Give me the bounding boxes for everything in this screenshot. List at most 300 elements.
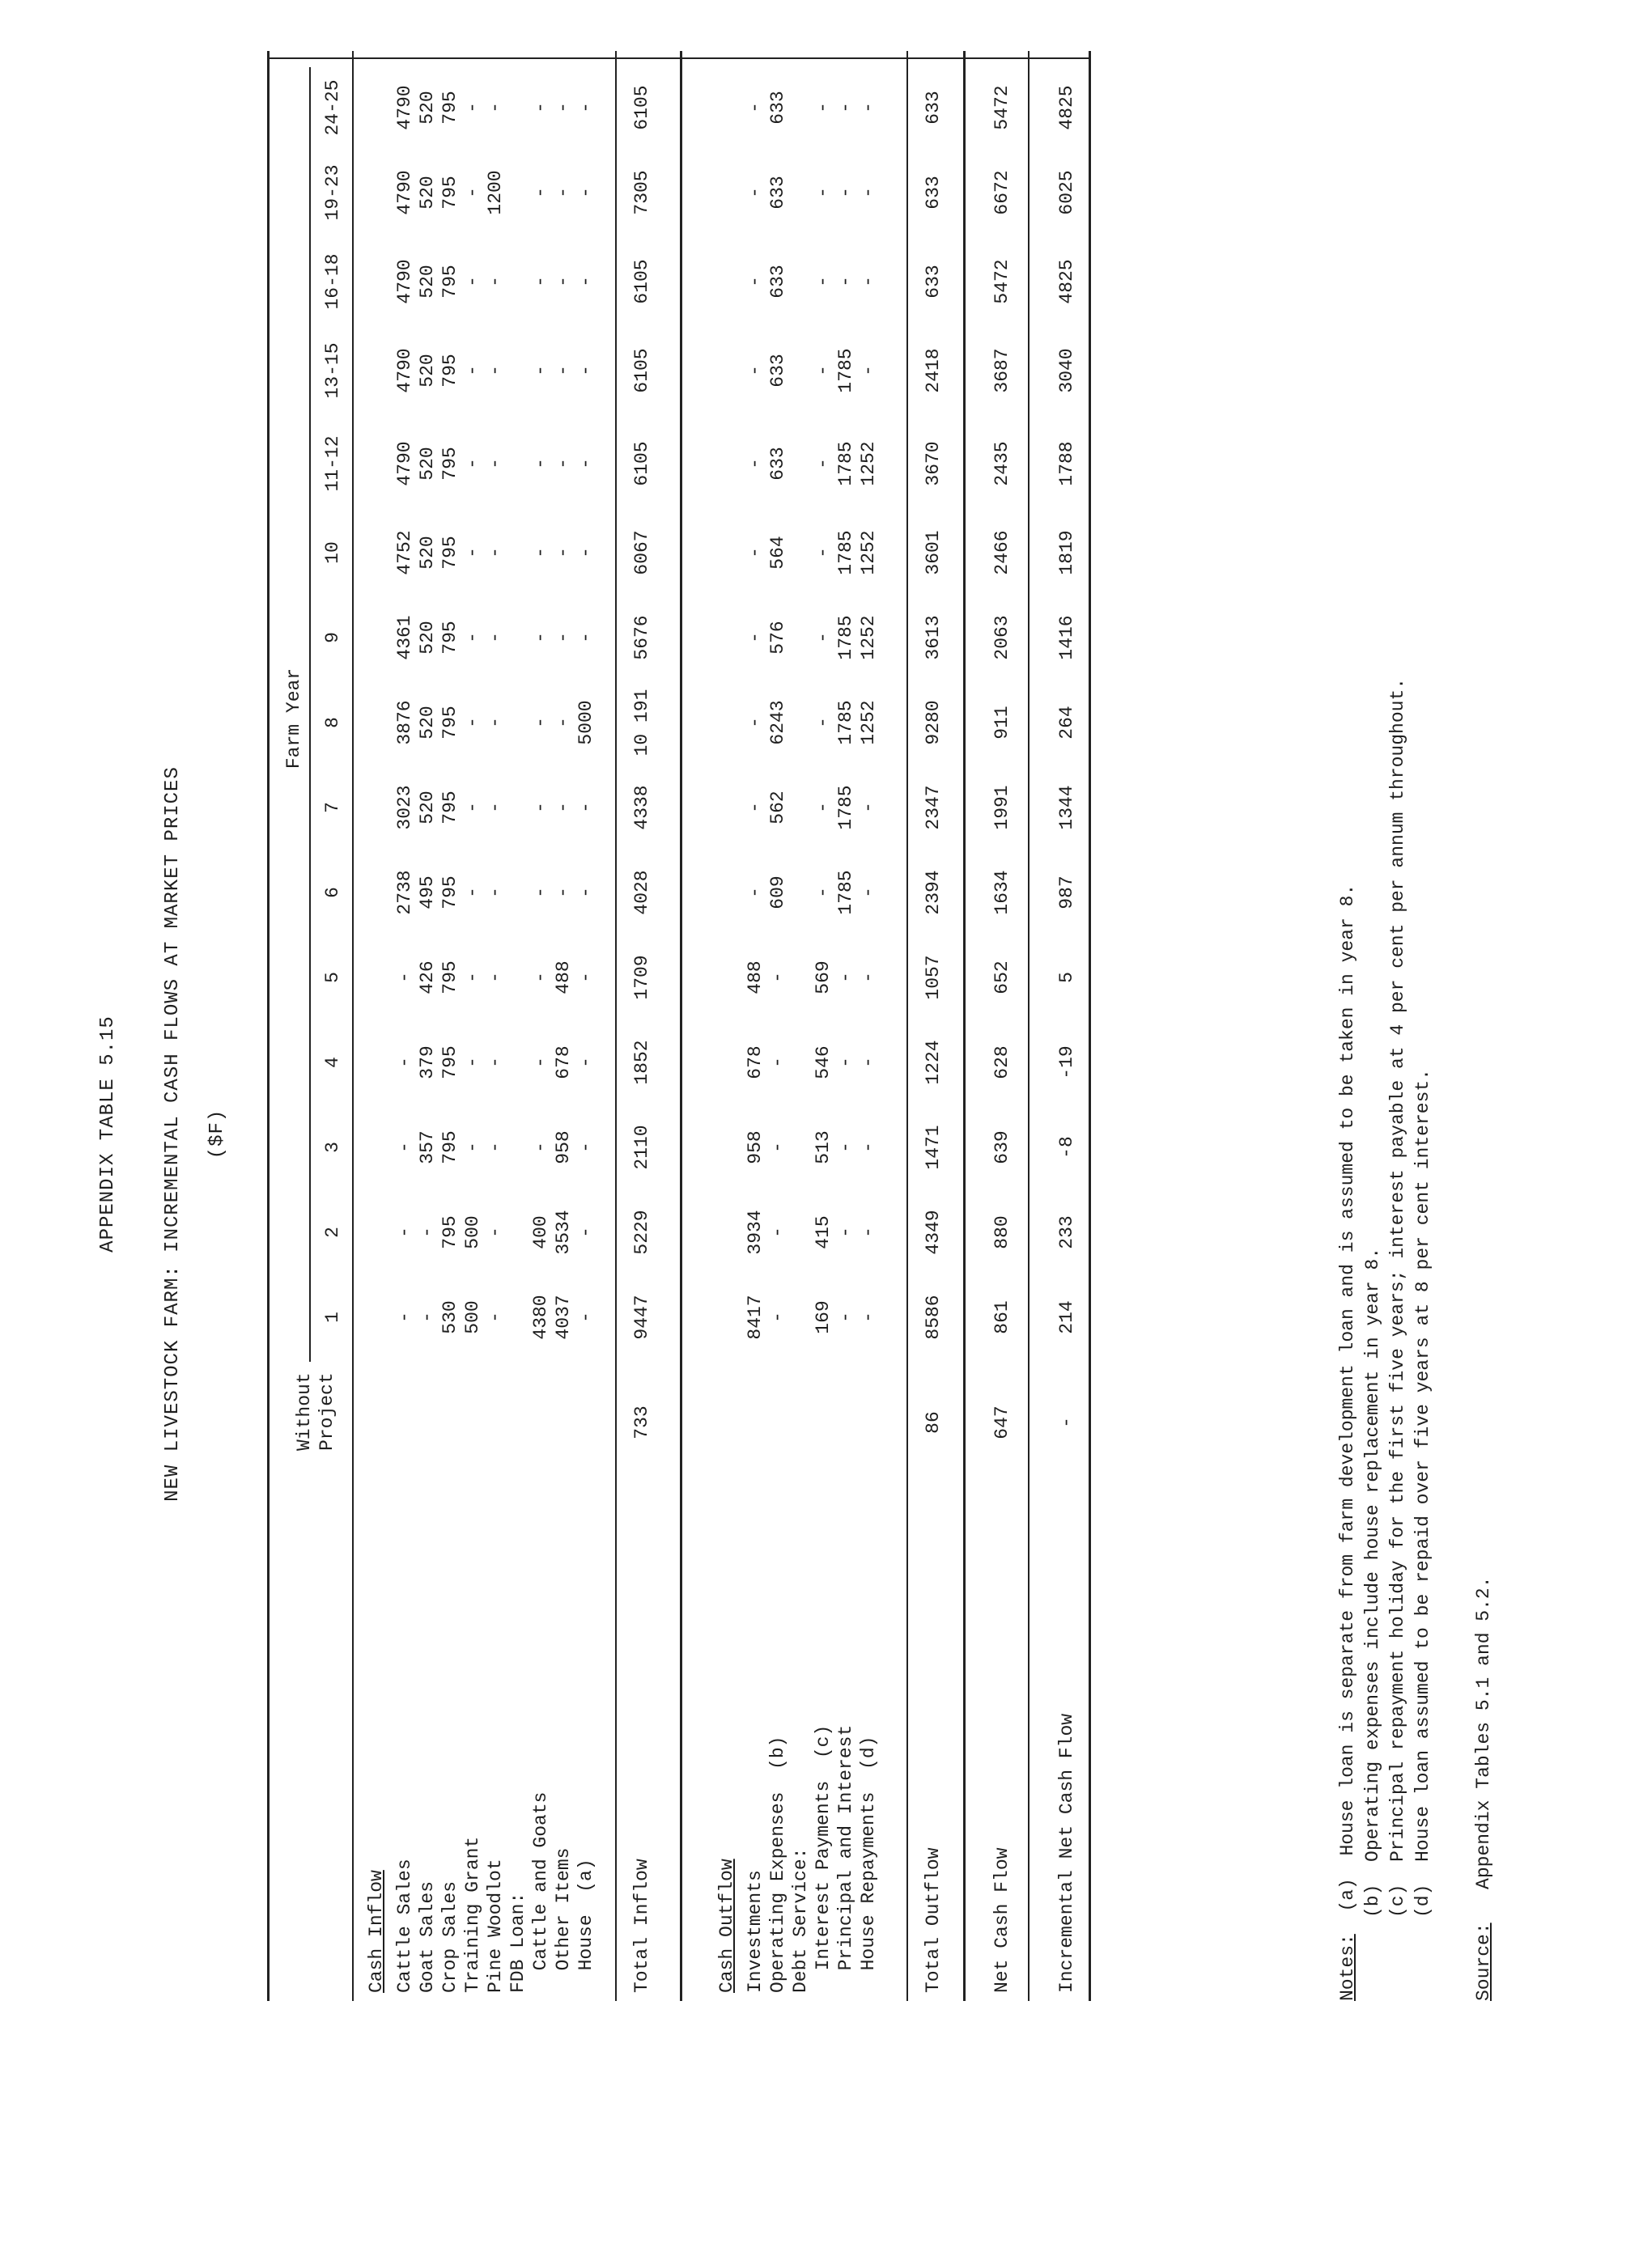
- table-cell: -: [575, 365, 596, 376]
- note-c: (c) Principal repayment holiday for the first five years; interest payable at 4 per cent per annum throughout.: [1387, 677, 1408, 1918]
- table-cell: -: [858, 972, 879, 983]
- table-cell: -: [530, 187, 551, 198]
- table-cell: 652: [991, 960, 1013, 994]
- table-cell: -: [485, 887, 506, 898]
- table-cell: -: [553, 802, 574, 813]
- table-cell: -: [485, 1057, 506, 1068]
- table-cell: -: [575, 632, 596, 643]
- table-cell: -: [813, 187, 834, 198]
- table-rule: [1089, 51, 1091, 2001]
- table-cell: -: [485, 458, 506, 469]
- table-cell: -: [530, 102, 551, 113]
- table-cell: -: [462, 547, 483, 558]
- table-cell: -: [530, 365, 551, 376]
- table-cell: 987: [1056, 875, 1077, 909]
- table-row: [417, 51, 441, 2001]
- table-cell: -: [575, 1312, 596, 1323]
- table-cell: 633: [767, 176, 788, 210]
- table-cell: 576: [767, 621, 788, 655]
- table-cell: 520: [417, 265, 438, 299]
- table-title: NEW LIVESTOCK FARM: INCREMENTAL CASH FLOWS AT MARKET PRICES: [162, 766, 184, 1502]
- table-cell: -: [858, 887, 879, 898]
- table-cell: -: [1056, 1417, 1077, 1428]
- table-cell: 633: [923, 265, 944, 299]
- table-cell: 1057: [923, 955, 944, 1000]
- table-cell: 9447: [631, 1295, 652, 1340]
- table-cell: -: [485, 802, 506, 813]
- table-units: ($F): [206, 1109, 228, 1159]
- table-cell: 564: [767, 536, 788, 570]
- table-cell: -: [745, 365, 766, 376]
- table-cell: 4790: [394, 85, 415, 130]
- table-cell: -19: [1056, 1045, 1077, 1079]
- table-cell: -: [485, 365, 506, 376]
- farm-year-header: Farm Year: [283, 668, 304, 769]
- table-cell: 4037: [553, 1295, 574, 1340]
- table-rule: [906, 51, 908, 2001]
- table-cell: -: [858, 1227, 879, 1238]
- table-row: [439, 51, 464, 2001]
- table-cell: -: [767, 1227, 788, 1238]
- table-cell: -: [394, 1227, 415, 1238]
- table-cell: -: [745, 887, 766, 898]
- table-cell: 1852: [631, 1040, 652, 1085]
- note-d: (d) House loan assumed to be repaid over five years at 8 per cent interest.: [1412, 1069, 1433, 1918]
- table-cell: -: [745, 187, 766, 198]
- row-label: Other Items: [553, 1847, 574, 1993]
- table-cell: -: [553, 632, 574, 643]
- table-cell: -: [553, 547, 574, 558]
- table-cell: 4790: [394, 259, 415, 304]
- table-cell: 1785: [835, 441, 856, 486]
- table-cell: -: [575, 802, 596, 813]
- table-cell: -: [462, 187, 483, 198]
- table-cell: 4349: [923, 1210, 944, 1255]
- table-cell: -: [767, 1312, 788, 1323]
- cash-outflow-title-row: [716, 51, 741, 2001]
- table-rule: [680, 51, 682, 2001]
- table-cell: -: [858, 1057, 879, 1068]
- table-cell: -: [485, 1227, 506, 1238]
- table-cell: 633: [767, 354, 788, 388]
- table-cell: 520: [417, 621, 438, 655]
- table-cell: -: [485, 102, 506, 113]
- table-cell: 6025: [1056, 170, 1077, 215]
- table-cell: 1788: [1056, 441, 1077, 486]
- table-cell: 733: [631, 1405, 652, 1439]
- table-cell: 795: [439, 1130, 461, 1164]
- table-cell: -: [813, 802, 834, 813]
- table-cell: 795: [439, 265, 461, 299]
- table-cell: 678: [553, 1045, 574, 1079]
- table-cell: -: [813, 276, 834, 287]
- table-cell: -: [745, 276, 766, 287]
- table-cell: 10 191: [631, 689, 652, 757]
- row-label: Total Outflow: [923, 1847, 944, 1993]
- table-cell: -: [394, 972, 415, 983]
- table-cell: 4825: [1056, 85, 1077, 130]
- table-cell: 647: [991, 1405, 1013, 1439]
- table-cell: 4790: [394, 348, 415, 393]
- table-cell: 520: [417, 354, 438, 388]
- table-cell: -: [835, 1312, 856, 1323]
- table-cell: -: [462, 102, 483, 113]
- without-project-line1: Without: [294, 1372, 315, 1451]
- table-row: [1056, 51, 1080, 2001]
- table-cell: -: [858, 276, 879, 287]
- row-label: FDB Loan:: [507, 1892, 529, 1993]
- table-cell: 633: [767, 265, 788, 299]
- table-cell: -: [485, 632, 506, 643]
- table-cell: 639: [991, 1130, 1013, 1164]
- without-project-line2: Project: [316, 1372, 338, 1451]
- table-cell: 6105: [631, 85, 652, 130]
- table-cell: 633: [767, 447, 788, 481]
- table-cell: 379: [417, 1045, 438, 1079]
- table-cell: 4790: [394, 170, 415, 215]
- table-cell: -: [835, 276, 856, 287]
- table-cell: -: [530, 276, 551, 287]
- year-header: 11-12: [322, 435, 343, 492]
- table-cell: 520: [417, 176, 438, 210]
- table-cell: 861: [991, 1300, 1013, 1334]
- table-cell: -: [462, 365, 483, 376]
- table-cell: -: [813, 632, 834, 643]
- table-cell: 5: [1056, 972, 1077, 983]
- table-cell: 5472: [991, 85, 1013, 130]
- table-cell: -: [813, 102, 834, 113]
- table-cell: -8: [1056, 1136, 1077, 1159]
- table-cell: 4825: [1056, 259, 1077, 304]
- table-cell: 1785: [835, 348, 856, 393]
- table-cell: -: [767, 1057, 788, 1068]
- table-cell: -: [813, 547, 834, 558]
- table-cell: -: [485, 276, 506, 287]
- row-label: Goat Sales: [417, 1880, 438, 1993]
- table-cell: -: [462, 1057, 483, 1068]
- table-cell: -: [575, 972, 596, 983]
- table-cell: 1991: [991, 785, 1013, 830]
- table-row: [745, 51, 769, 2001]
- table-cell: -: [530, 458, 551, 469]
- table-cell: -: [575, 887, 596, 898]
- table-cell: -: [530, 972, 551, 983]
- table-cell: 2435: [991, 441, 1013, 486]
- row-label: Cattle and Goats: [530, 1791, 551, 1993]
- row-label: Interest Payments (c): [813, 1724, 834, 1993]
- table-cell: 500: [462, 1300, 483, 1334]
- table-cell: -: [575, 1057, 596, 1068]
- table-cell: 1416: [1056, 615, 1077, 660]
- table-cell: 2418: [923, 348, 944, 393]
- table-cell: 795: [439, 791, 461, 825]
- table-cell: 795: [439, 706, 461, 740]
- table-cell: -: [745, 102, 766, 113]
- table-cell: -: [745, 547, 766, 558]
- table-cell: 911: [991, 706, 1013, 740]
- table-cell: 3613: [923, 615, 944, 660]
- table-cell: -: [485, 717, 506, 728]
- table-cell: 6067: [631, 530, 652, 575]
- table-cell: 400: [530, 1215, 551, 1249]
- row-label: Cattle Sales: [394, 1859, 415, 1993]
- table-cell: 415: [813, 1215, 834, 1249]
- table-cell: 169: [813, 1300, 834, 1334]
- table-cell: 2394: [923, 870, 944, 915]
- table-cell: 569: [813, 960, 834, 994]
- table-cell: 6105: [631, 259, 652, 304]
- table-cell: -: [462, 887, 483, 898]
- table-cell: -: [462, 717, 483, 728]
- table-cell: -: [530, 547, 551, 558]
- table-cell: 495: [417, 875, 438, 909]
- table-cell: 500: [462, 1215, 483, 1249]
- table-cell: 609: [767, 875, 788, 909]
- table-cell: 3934: [745, 1210, 766, 1255]
- table-cell: 233: [1056, 1215, 1077, 1249]
- table-cell: 1785: [835, 530, 856, 575]
- table-cell: -: [835, 972, 856, 983]
- year-header: 1: [322, 1312, 343, 1323]
- table-cell: 795: [439, 1045, 461, 1079]
- table-cell: -: [745, 802, 766, 813]
- table-number: APPENDIX TABLE 5.15: [97, 1015, 119, 1253]
- table-cell: -: [835, 187, 856, 198]
- table-cell: 426: [417, 960, 438, 994]
- year-header: 19-23: [322, 164, 343, 221]
- table-cell: 1252: [858, 615, 879, 660]
- table-row: [790, 51, 814, 2001]
- table-row: [813, 51, 837, 2001]
- table-cell: -: [767, 1142, 788, 1153]
- table-cell: 1224: [923, 1040, 944, 1085]
- table-cell: 633: [767, 91, 788, 125]
- table-cell: 2738: [394, 870, 415, 915]
- table-top-rule: [267, 51, 270, 2001]
- table-cell: 795: [439, 447, 461, 481]
- table-cell: 6105: [631, 441, 652, 486]
- year-header: 16-18: [322, 253, 343, 310]
- table-cell: 3601: [923, 530, 944, 575]
- row-label: Crop Sales: [439, 1880, 461, 1993]
- table-cell: -: [417, 1227, 438, 1238]
- table-cell: 3670: [923, 441, 944, 486]
- table-cell: -: [575, 1227, 596, 1238]
- table-cell: 214: [1056, 1300, 1077, 1334]
- table-row: [394, 51, 418, 2001]
- table-cell: 7305: [631, 170, 652, 215]
- table-cell: 520: [417, 536, 438, 570]
- row-label: Principal and Interest: [835, 1724, 856, 1993]
- table-row: [462, 51, 486, 2001]
- table-cell: -: [835, 1227, 856, 1238]
- table-cell: 958: [553, 1130, 574, 1164]
- table-cell: 795: [439, 176, 461, 210]
- year-header: 8: [322, 717, 343, 728]
- table-row: [767, 51, 792, 2001]
- table-cell: -: [858, 1312, 879, 1323]
- source-line: [1473, 1576, 1494, 2001]
- table-cell: 513: [813, 1130, 834, 1164]
- table-cell: 520: [417, 706, 438, 740]
- table-cell: 6105: [631, 348, 652, 393]
- year-header: 2: [322, 1227, 343, 1238]
- table-cell: -: [462, 802, 483, 813]
- table-row: [835, 51, 860, 2001]
- table-cell: -: [575, 458, 596, 469]
- table-cell: 2063: [991, 615, 1013, 660]
- table-rule: [615, 51, 617, 2001]
- table-cell: 795: [439, 875, 461, 909]
- table-cell: 530: [439, 1300, 461, 1334]
- notes-heading-line: [1335, 678, 1361, 2001]
- year-header: 4: [322, 1057, 343, 1068]
- table-cell: -: [462, 972, 483, 983]
- table-cell: -: [530, 1142, 551, 1153]
- table-cell: 5000: [575, 700, 596, 745]
- table-cell: -: [813, 365, 834, 376]
- table-cell: -: [394, 1142, 415, 1153]
- table-cell: 520: [417, 91, 438, 125]
- row-label: Debt Service:: [790, 1847, 811, 1993]
- table-cell: 1252: [858, 441, 879, 486]
- year-header: 3: [322, 1142, 343, 1153]
- table-cell: 4361: [394, 615, 415, 660]
- table-cell: -: [530, 1057, 551, 1068]
- row-label: Pine Woodlot: [485, 1859, 506, 1993]
- farm-year-rule: [309, 67, 311, 1362]
- table-cell: -: [745, 632, 766, 643]
- table-cell: -: [553, 887, 574, 898]
- table-cell: -: [767, 972, 788, 983]
- table-row: [923, 51, 947, 2001]
- table-cell: -: [553, 365, 574, 376]
- source-text: Appendix Tables 5.1 and 5.2.: [1473, 1576, 1494, 1889]
- table-cell: 5676: [631, 615, 652, 660]
- table-cell: 4028: [631, 870, 652, 915]
- row-label: Incremental Net Cash Flow: [1056, 1713, 1077, 1993]
- table-cell: -: [813, 887, 834, 898]
- table-cell: 1252: [858, 530, 879, 575]
- year-header: 5: [322, 972, 343, 983]
- row-label: Investments: [745, 1870, 766, 1993]
- table-cell: 1785: [835, 700, 856, 745]
- without-project-header: [293, 1372, 338, 1451]
- table-cell: 795: [439, 91, 461, 125]
- table-cell: -: [745, 458, 766, 469]
- cash-inflow-title: Cash Inflow: [366, 1870, 387, 1993]
- notes-block: [1335, 678, 1436, 2001]
- table-cell: -: [858, 187, 879, 198]
- table-cell: -: [553, 717, 574, 728]
- notes-heading: Notes:: [1337, 1934, 1358, 2001]
- table-cell: -: [462, 276, 483, 287]
- table-row: [507, 51, 532, 2001]
- table-cell: 520: [417, 447, 438, 481]
- table-cell: -: [394, 1312, 415, 1323]
- table-cell: -: [485, 1312, 506, 1323]
- table-row: [553, 51, 577, 2001]
- table-cell: -: [462, 458, 483, 469]
- table-row: [858, 51, 882, 2001]
- table-cell: 795: [439, 1215, 461, 1249]
- table-cell: 86: [923, 1411, 944, 1434]
- table-cell: 795: [439, 960, 461, 994]
- table-cell: -: [530, 632, 551, 643]
- table-cell: -: [417, 1312, 438, 1323]
- table-cell: 3876: [394, 700, 415, 745]
- year-header: 24-25: [322, 79, 343, 136]
- table-cell: -: [858, 365, 879, 376]
- source-heading: Source:: [1473, 1923, 1494, 2001]
- table-cell: -: [553, 102, 574, 113]
- table-cell: 3040: [1056, 348, 1077, 393]
- table-cell: 1200: [485, 170, 506, 215]
- table-cell: -: [575, 1142, 596, 1153]
- row-label: House Repayments (d): [858, 1736, 879, 1993]
- table-cell: -: [575, 547, 596, 558]
- table-cell: -: [462, 632, 483, 643]
- table-cell: 1785: [835, 870, 856, 915]
- table-cell: 488: [745, 960, 766, 994]
- table-cell: 9280: [923, 700, 944, 745]
- table-cell: -: [553, 458, 574, 469]
- table-cell: -: [575, 276, 596, 287]
- table-cell: 795: [439, 621, 461, 655]
- row-label: Operating Expenses (b): [767, 1736, 788, 1993]
- table-cell: -: [575, 102, 596, 113]
- table-cell: 6243: [767, 700, 788, 745]
- table-cell: 5229: [631, 1210, 652, 1255]
- table-cell: -: [485, 547, 506, 558]
- cash-inflow-title-row: [366, 51, 390, 2001]
- year-header: 6: [322, 887, 343, 898]
- table-cell: -: [530, 887, 551, 898]
- table-cell: 2347: [923, 785, 944, 830]
- row-label: Net Cash Flow: [991, 1847, 1013, 1993]
- table-cell: 3687: [991, 348, 1013, 393]
- header-bottom-rule: [352, 51, 354, 2001]
- table-cell: -: [485, 972, 506, 983]
- table-cell: 2466: [991, 530, 1013, 575]
- year-header: 13-15: [322, 342, 343, 399]
- table-cell: -: [813, 458, 834, 469]
- table-cell: -: [835, 1142, 856, 1153]
- table-cell: -: [835, 102, 856, 113]
- note-a: (a) House loan is separate from farm development loan and is assumed to be taken in year 8.: [1337, 884, 1358, 1912]
- table-cell: 633: [923, 91, 944, 125]
- table-cell: 4338: [631, 785, 652, 830]
- table-cell: 488: [553, 960, 574, 994]
- table-cell: 4380: [530, 1295, 551, 1340]
- table-cell: 1471: [923, 1125, 944, 1170]
- table-cell: 795: [439, 536, 461, 570]
- table-cell: 1785: [835, 785, 856, 830]
- table-cell: 6672: [991, 170, 1013, 215]
- table-rule: [1028, 51, 1030, 2001]
- table-cell: -: [530, 717, 551, 728]
- table-cell: 1634: [991, 870, 1013, 915]
- table-cell: -: [462, 1142, 483, 1153]
- cash-outflow-title: Cash Outflow: [716, 1859, 737, 1993]
- table-cell: -: [394, 1057, 415, 1068]
- table-row: [575, 51, 600, 2001]
- table-cell: -: [858, 102, 879, 113]
- table-cell: 1819: [1056, 530, 1077, 575]
- table-cell: -: [575, 187, 596, 198]
- table-rule: [963, 51, 966, 2001]
- table-cell: 8417: [745, 1295, 766, 1340]
